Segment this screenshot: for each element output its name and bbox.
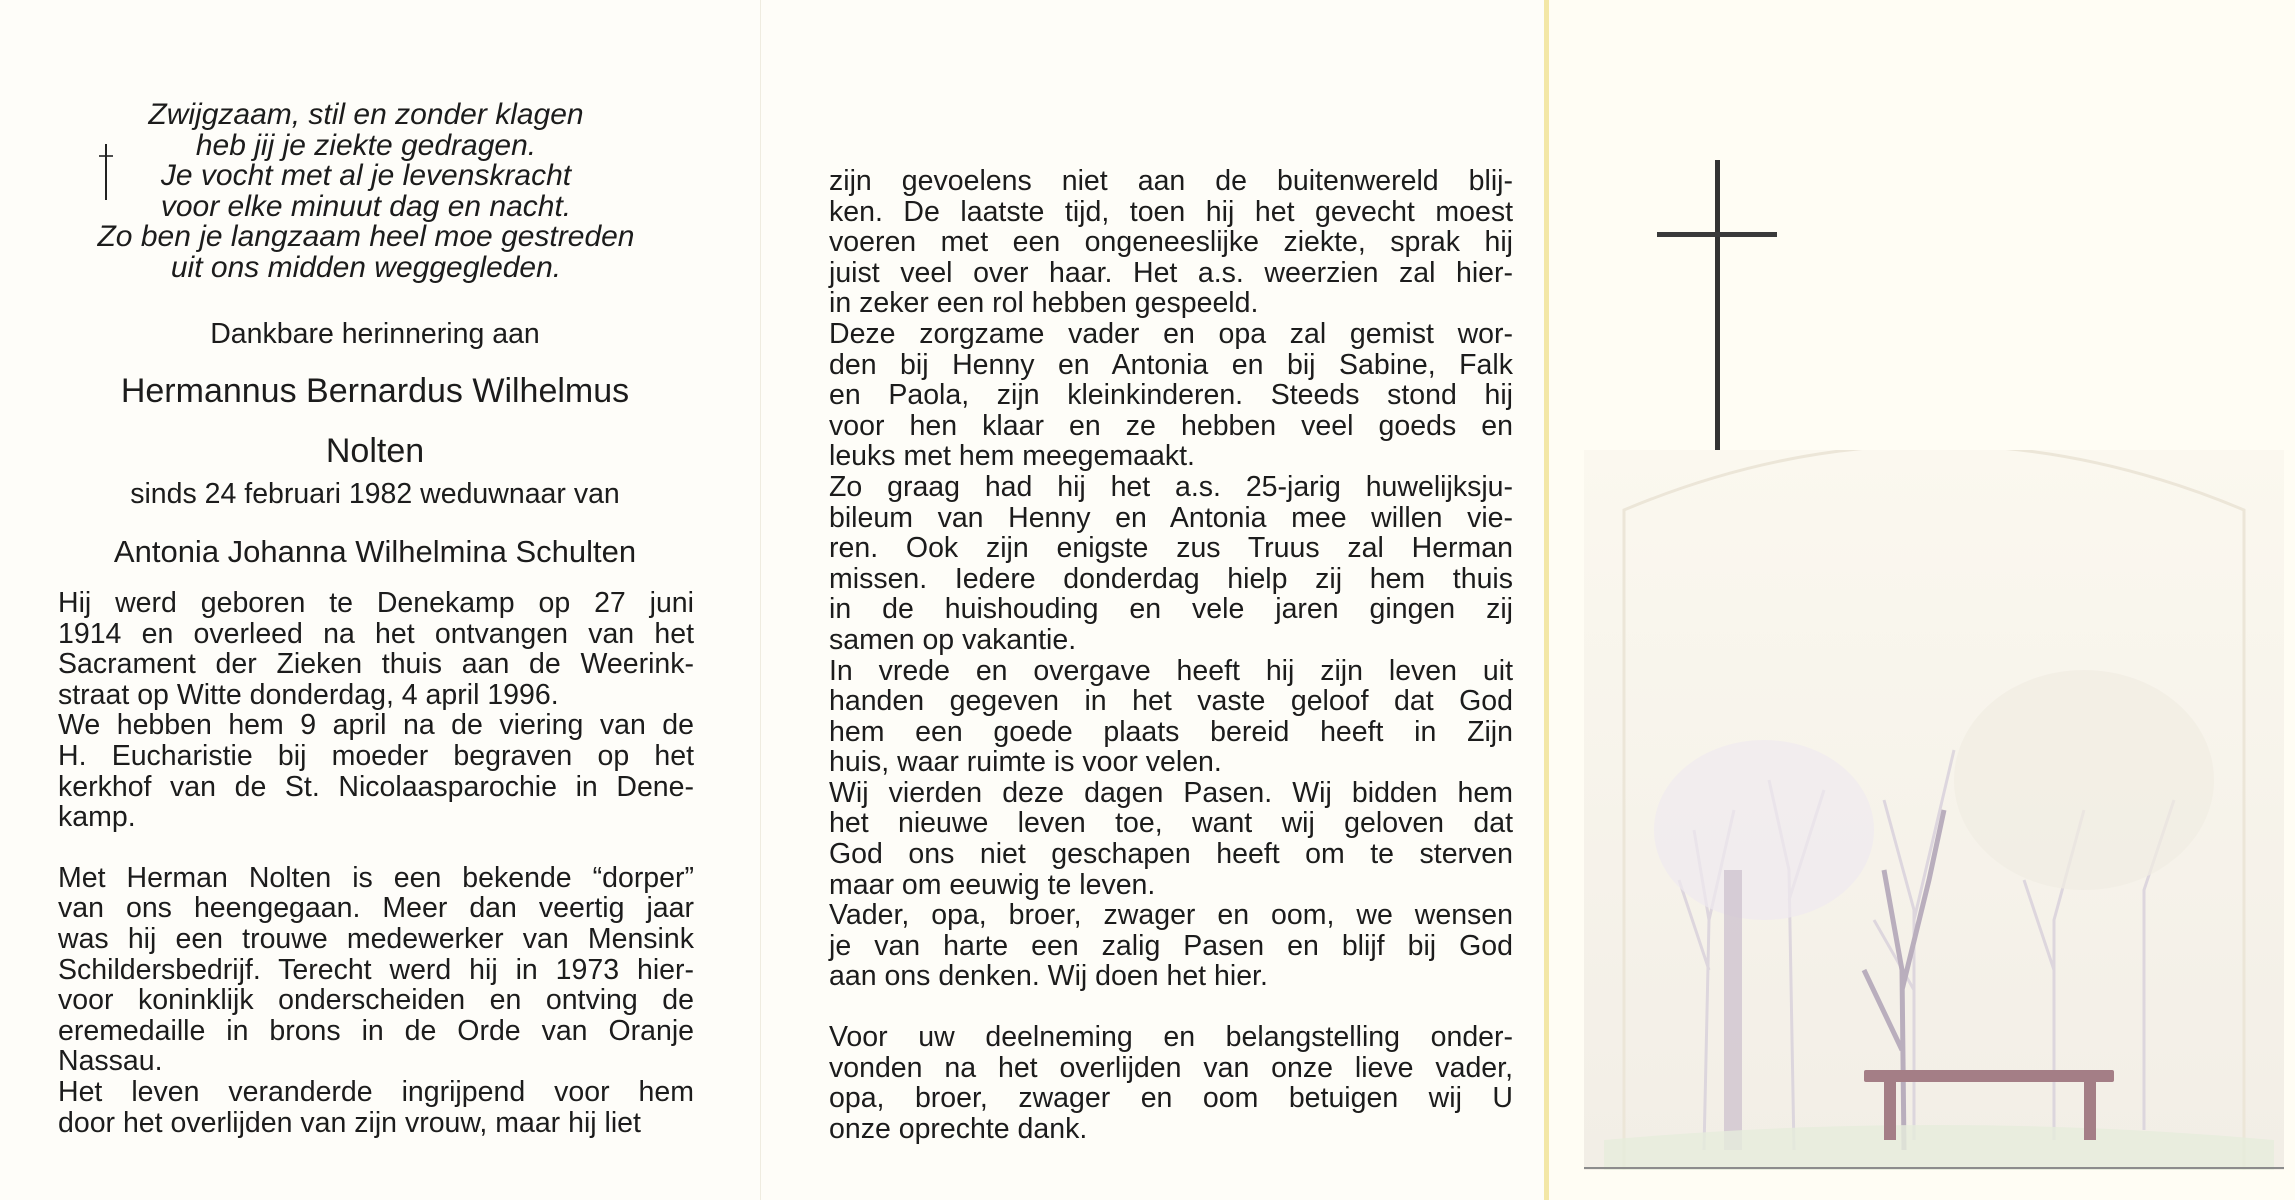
verse-line: heb jij je ziekte gedragen. <box>195 128 537 162</box>
body-text-line: Met Herman Nolten is een bekende “dorper” <box>58 861 694 894</box>
body-text-line: We hebben hem 9 april na de viering van de <box>58 709 694 742</box>
memorial-verse <box>96 100 636 284</box>
body-text-line: aan ons denken. Wij doen het hier. <box>829 960 1268 993</box>
body-text-line: en Paola, zijn kleinkinderen. Steeds stond hij <box>829 379 1513 412</box>
body-text-line: maar om eeuwig te leven. <box>829 868 1156 901</box>
body-text-line: missen. Iedere donderdag hielp zij hem thuis <box>829 562 1513 595</box>
paragraph-gap <box>829 992 1513 1022</box>
body-text-line: handen gegeven in het vaste geloof dat God <box>829 685 1513 718</box>
body-text-line: in de huishouding en vele jaren gingen zij <box>829 593 1513 626</box>
body-text-line: door het overlijden van zijn vrouw, maar hij liet <box>58 1106 641 1139</box>
body-text-line: ken. De laatste tijd, toen hij het gevecht moest <box>829 195 1513 228</box>
body-text-line: Schildersbedrijf. Terecht werd hij in 1973 hier- <box>58 953 694 986</box>
middle-body-text <box>829 166 1513 1144</box>
deceased-first-names: Hermannus Bernardus Wilhelmus <box>120 372 630 410</box>
body-text-line: den bij Henny en Antonia en bij Sabine, Falk <box>829 348 1513 381</box>
deceased-surname: Nolten <box>325 432 425 470</box>
body-text-line: bileum van Henny en Antonia mee willen vie- <box>829 501 1513 534</box>
verse-line: uit ons midden weggegleden. <box>170 250 562 284</box>
body-text-line: het nieuwe leven toe, want wij geloven dat <box>829 807 1513 840</box>
body-text-line: Vader, opa, broer, zwager en oom, we wensen <box>829 899 1513 932</box>
remembrance-heading: Dankbare herinnering aan <box>210 318 540 350</box>
body-text-line: God ons niet geschapen heeft om te sterven <box>829 838 1513 871</box>
body-text-line: was hij een trouwe medewerker van Mensink <box>58 922 694 955</box>
body-text-line: voor koninklijk onderscheiden en ontving de <box>58 984 694 1017</box>
verse-line: Je vocht met al je levenskracht <box>160 159 572 193</box>
body-text-line: leuks met hem meegemaakt. <box>829 440 1195 473</box>
body-text-line: eremedaille in brons in de Orde van Oranje <box>58 1014 694 1047</box>
verse-line: voor elke minuut dag en nacht. <box>160 189 572 223</box>
body-text-line: in zeker een rol hebben gespeeld. <box>829 287 1259 320</box>
body-text-line: Voor uw deelneming en belangstelling onder- <box>829 1021 1513 1054</box>
body-text-line: samen op vakantie. <box>829 623 1077 656</box>
middle-panel <box>760 0 1544 1200</box>
body-text-line: Deze zorgzame vader en opa zal gemist wor- <box>829 317 1513 350</box>
body-text-line: je van harte een zalig Pasen en blijf bij God <box>829 929 1513 962</box>
body-text-line: 1914 en overleed na het ontvangen van het <box>58 617 694 650</box>
body-text-line: kerkhof van de St. Nicolaasparochie in Dene- <box>58 770 694 803</box>
body-text-line: In vrede en overgave heeft hij zijn leven uit <box>829 654 1513 687</box>
verse-line: Zwijgzaam, stil en zonder klagen <box>148 98 584 131</box>
body-text-line: opa, broer, zwager en oom betuigen wij U <box>829 1082 1513 1115</box>
spouse-name: Antonia Johanna Wilhelmina Schulten <box>113 534 637 569</box>
body-text-line: ren. Ook zijn enigste zus Truus zal Herman <box>829 532 1513 565</box>
widower-since-line: sinds 24 februari 1982 weduwnaar van <box>130 478 620 510</box>
body-text-line: vonden na het overlijden van onze lieve vader, <box>829 1051 1513 1084</box>
left-panel <box>0 0 760 1200</box>
tree-and-bench-illustration <box>1584 450 2284 1170</box>
body-text-line: straat op Witte donderdag, 4 april 1996. <box>58 678 559 711</box>
verse-line: Zo ben je langzaam heel moe gestreden <box>97 220 635 254</box>
paragraph-gap <box>58 833 694 863</box>
body-text-line: onze oprechte dank. <box>829 1112 1088 1145</box>
small-cross-icon <box>96 142 116 202</box>
left-body-text <box>58 588 694 1138</box>
body-text-line: voeren met een ongeneeslijke ziekte, sprak hij <box>829 226 1513 259</box>
body-text-line: Sacrament der Zieken thuis aan de Weerink- <box>58 648 694 681</box>
body-text-line: kamp. <box>58 801 136 834</box>
body-text-line: van ons heengegaan. Meer dan veertig jaar <box>58 892 694 925</box>
body-text-line: juist veel over haar. Het a.s. weerzien zal hier- <box>829 256 1513 289</box>
body-text-line: Wij vierden deze dagen Pasen. Wij bidden hem <box>829 776 1513 809</box>
body-text-line: hem een goede plaats bereid heeft in Zijn <box>829 715 1513 748</box>
body-text-line: Hij werd geboren te Denekamp op 27 juni <box>58 587 694 619</box>
body-text-line: Het leven veranderde ingrijpend voor hem <box>58 1075 694 1108</box>
body-text-line: Zo graag had hij het a.s. 25-jarig huwelijksju- <box>829 470 1513 503</box>
body-text-line: voor hen klaar en ze hebben veel goeds en <box>829 409 1513 442</box>
body-text-line: Nassau. <box>58 1045 163 1078</box>
body-text-line: H. Eucharistie bij moeder begraven op het <box>58 739 694 772</box>
body-text-line: huis, waar ruimte is voor velen. <box>829 746 1222 779</box>
body-text-line: zijn gevoelens niet aan de buitenwereld blij- <box>829 165 1513 197</box>
